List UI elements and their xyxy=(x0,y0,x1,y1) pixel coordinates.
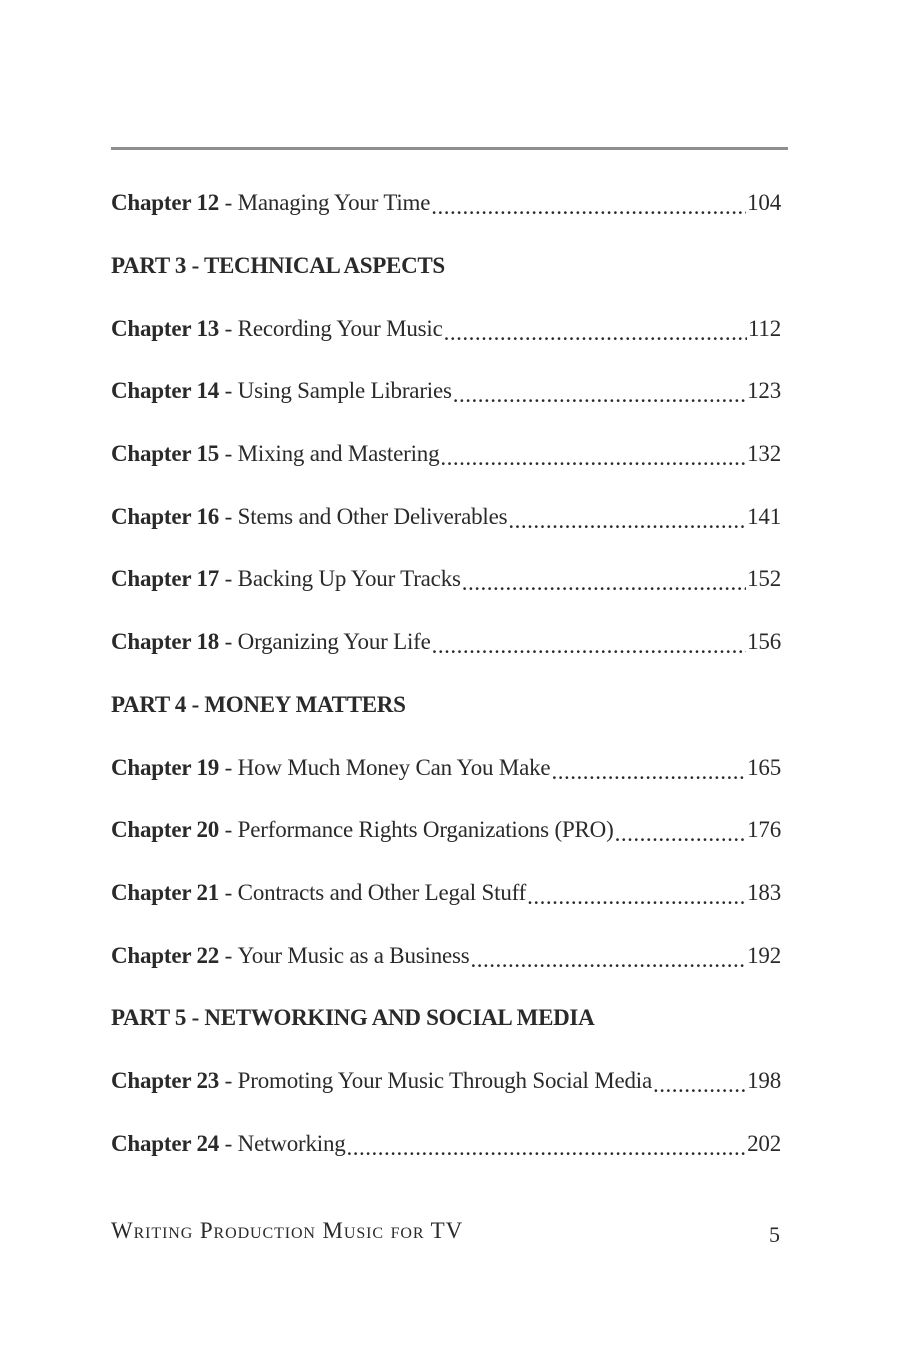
chapter-title: Recording Your Music xyxy=(237,315,443,341)
toc-entry xyxy=(111,1112,781,1175)
chapter-title: Organizing Your Life xyxy=(237,629,431,655)
chapter-page-number: 202 xyxy=(747,1130,781,1156)
dot-leader xyxy=(453,382,746,408)
chapter-page-number: 123 xyxy=(747,378,781,404)
chapter-number: Chapter 17 xyxy=(111,566,220,592)
dot-leader xyxy=(444,320,747,346)
dot-leader xyxy=(471,947,747,973)
chapter-number: Chapter 24 xyxy=(111,1130,220,1156)
chapter-separator: - xyxy=(219,441,238,467)
chapter-number: Chapter 21 xyxy=(111,879,220,905)
chapter-title: Performance Rights Organizations (PRO) xyxy=(237,817,614,843)
dot-leader xyxy=(615,821,747,847)
chapter-page-number: 132 xyxy=(747,441,781,467)
chapter-page-number: 176 xyxy=(747,817,781,843)
toc-part-heading: PART 3 - TECHNICAL ASPECTS xyxy=(111,253,445,279)
chapter-page-number: 165 xyxy=(747,754,781,780)
toc-part-heading: PART 4 - MONEY MATTERS xyxy=(111,691,406,717)
chapter-page-number: 141 xyxy=(747,503,781,529)
header-rule xyxy=(111,147,788,150)
chapter-separator: - xyxy=(219,190,238,216)
dot-leader xyxy=(551,759,746,785)
toc-entry xyxy=(111,360,781,423)
chapter-title: Stems and Other Deliverables xyxy=(237,503,508,529)
chapter-separator: - xyxy=(219,817,238,843)
chapter-separator: - xyxy=(219,566,238,592)
chapter-title: Managing Your Time xyxy=(237,190,431,216)
toc-entry xyxy=(111,1050,781,1113)
dot-leader xyxy=(347,1135,747,1161)
chapter-page-number: 192 xyxy=(747,942,781,968)
dot-leader xyxy=(508,508,746,534)
chapter-number: Chapter 16 xyxy=(111,503,220,529)
chapter-separator: - xyxy=(219,378,238,404)
dot-leader xyxy=(432,633,746,659)
chapter-separator: - xyxy=(219,503,238,529)
chapter-title: Using Sample Libraries xyxy=(237,378,452,404)
chapter-title: Networking xyxy=(237,1130,346,1156)
chapter-page-number: 198 xyxy=(747,1067,781,1093)
toc-entry xyxy=(111,548,781,611)
dot-leader xyxy=(653,1072,746,1098)
page-number: 5 xyxy=(769,1222,780,1247)
chapter-number: Chapter 13 xyxy=(111,315,220,341)
chapter-number: Chapter 18 xyxy=(111,629,220,655)
chapter-title: Promoting Your Music Through Social Media xyxy=(237,1067,652,1093)
chapter-title: Contracts and Other Legal Stuff xyxy=(237,879,527,905)
chapter-number: Chapter 12 xyxy=(111,190,220,216)
chapter-number: Chapter 14 xyxy=(111,378,220,404)
chapter-number: Chapter 15 xyxy=(111,441,220,467)
chapter-separator: - xyxy=(219,315,238,341)
chapter-title: Backing Up Your Tracks xyxy=(237,566,461,592)
table-of-contents xyxy=(111,172,781,1175)
chapter-page-number: 104 xyxy=(747,190,781,216)
toc-entry xyxy=(111,172,781,235)
toc-entry xyxy=(111,423,781,486)
toc-entry xyxy=(111,736,781,799)
running-footer-title: Writing Production Music for TV xyxy=(111,1218,464,1243)
chapter-title: Your Music as a Business xyxy=(237,942,470,968)
chapter-number: Chapter 19 xyxy=(111,754,220,780)
dot-leader xyxy=(440,445,746,471)
chapter-separator: - xyxy=(219,1067,238,1093)
chapter-separator: - xyxy=(219,754,238,780)
chapter-number: Chapter 20 xyxy=(111,817,220,843)
dot-leader xyxy=(462,570,746,596)
toc-part-heading: PART 5 - NETWORKING AND SOCIAL MEDIA xyxy=(111,1005,595,1031)
toc-entry xyxy=(111,924,781,987)
chapter-page-number: 112 xyxy=(747,315,781,341)
chapter-separator: - xyxy=(219,1130,238,1156)
toc-entry xyxy=(111,799,781,862)
chapter-page-number: 152 xyxy=(747,566,781,592)
chapter-title: How Much Money Can You Make xyxy=(237,754,551,780)
dot-leader xyxy=(527,884,746,910)
toc-entry xyxy=(111,862,781,925)
chapter-separator: - xyxy=(219,879,238,905)
chapter-number: Chapter 23 xyxy=(111,1067,220,1093)
toc-entry xyxy=(111,485,781,548)
chapter-title: Mixing and Mastering xyxy=(237,441,440,467)
toc-entry xyxy=(111,297,781,360)
chapter-page-number: 183 xyxy=(747,879,781,905)
dot-leader xyxy=(431,194,746,220)
chapter-separator: - xyxy=(219,629,238,655)
chapter-separator: - xyxy=(219,942,238,968)
chapter-number: Chapter 22 xyxy=(111,942,220,968)
chapter-page-number: 156 xyxy=(747,629,781,655)
toc-entry xyxy=(111,611,781,674)
